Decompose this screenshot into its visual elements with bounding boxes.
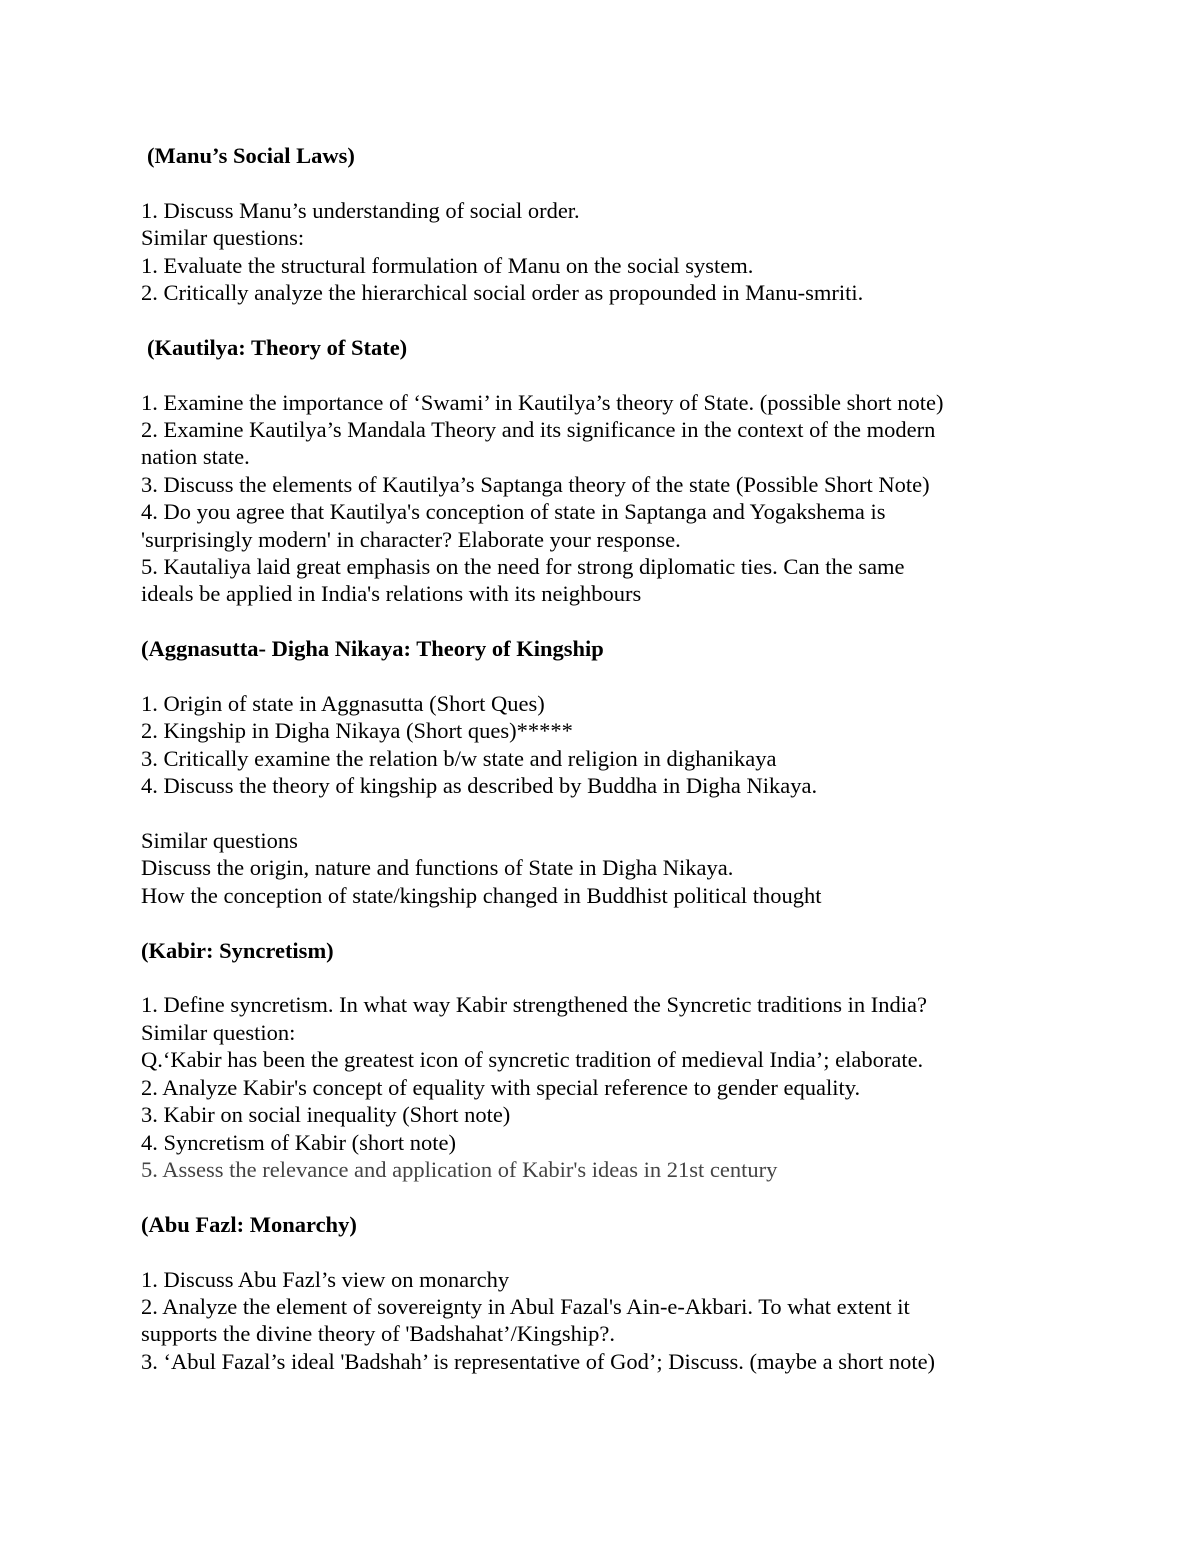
section-abu-fazl	[141, 1211, 1081, 1375]
question-line: 5. Kautaliya laid great emphasis on the need for strong diplomatic ties. Can the same	[141, 554, 905, 580]
section-kabir	[141, 937, 1081, 1184]
question-line: 3. ‘Abul Fazal’s ideal 'Badshah’ is representative of God’; Discuss. (maybe a short note)	[141, 1348, 936, 1374]
question-line: 2. Kingship in Digha Nikaya (Short ques)*****	[141, 718, 573, 744]
question-line: Discuss the origin, nature and functions of State in Digha Nikaya.	[141, 855, 734, 881]
document-body	[141, 142, 1081, 1375]
question-line: 1. Define syncretism. In what way Kabir strengthened the Syncretic traditions in India?	[141, 992, 928, 1018]
question-line: How the conception of state/kingship changed in Buddhist political thought	[141, 882, 822, 908]
section-aggnasutta	[141, 635, 1081, 909]
question-line: supports the divine theory of 'Badshahat’/Kingship?.	[141, 1321, 615, 1347]
similar-questions-label: Similar questions	[141, 828, 298, 854]
question-line: 5. Assess the relevance and application of Kabir's ideas in 21st century	[141, 1156, 778, 1182]
question-line: 4. Syncretism of Kabir (short note)	[141, 1129, 456, 1155]
question-line: 1. Origin of state in Aggnasutta (Short Ques)	[141, 691, 545, 717]
spacer	[141, 169, 1081, 196]
question-line: 1. Evaluate the structural formulation of Manu on the social system.	[141, 252, 754, 278]
section-heading: (Abu Fazl: Monarchy)	[141, 1211, 357, 1237]
question-line: Similar question:	[141, 1019, 296, 1045]
question-line: 1. Discuss Manu’s understanding of social order.	[141, 197, 580, 223]
question-line: nation state.	[141, 444, 250, 470]
section-heading: (Kautilya: Theory of State)	[147, 334, 408, 360]
spacer	[141, 608, 1081, 635]
spacer	[141, 909, 1081, 936]
question-line: ideals be applied in India's relations with its neighbours	[141, 581, 642, 607]
section-kautilya	[141, 334, 1081, 608]
question-line: 3. Kabir on social inequality (Short note)	[141, 1102, 511, 1128]
section-heading: (Aggnasutta- Digha Nikaya: Theory of Kingship	[141, 636, 604, 662]
question-line: Similar questions:	[141, 225, 305, 251]
question-line: Q.‘Kabir has been the greatest icon of syncretic tradition of medieval India’; elaborate.	[141, 1047, 924, 1073]
question-line: 1. Discuss Abu Fazl’s view on monarchy	[141, 1266, 510, 1292]
question-line: 2. Analyze Kabir's concept of equality with special reference to gender equality.	[141, 1074, 861, 1100]
spacer	[141, 1183, 1081, 1210]
spacer	[141, 800, 1081, 827]
question-line: 2. Analyze the element of sovereignty in Abul Fazal's Ain-e-Akbari. To what extent it	[141, 1293, 910, 1319]
question-line: 3. Critically examine the relation b/w state and religion in dighanikaya	[141, 745, 777, 771]
spacer	[141, 964, 1081, 991]
question-line: 4. Discuss the theory of kingship as described by Buddha in Digha Nikaya.	[141, 773, 818, 799]
question-line: 'surprisingly modern' in character? Elaborate your response.	[141, 526, 681, 552]
question-line: 2. Examine Kautilya’s Mandala Theory and its significance in the context of the modern	[141, 417, 936, 443]
section-heading: (Manu’s Social Laws)	[147, 143, 355, 168]
section-manu	[141, 142, 1081, 306]
spacer	[141, 361, 1081, 388]
spacer	[141, 663, 1081, 690]
section-heading: (Kabir: Syncretism)	[141, 937, 334, 963]
question-line: 1. Examine the importance of ‘Swami’ in Kautilya’s theory of State. (possible short note)	[141, 389, 944, 415]
question-line: 3. Discuss the elements of Kautilya’s Saptanga theory of the state (Possible Short Note)	[141, 471, 930, 497]
question-line: 4. Do you agree that Kautilya's conception of state in Saptanga and Yogakshema is	[141, 499, 886, 525]
question-line: 2. Critically analyze the hierarchical social order as propounded in Manu-smriti.	[141, 280, 864, 306]
spacer	[141, 1238, 1081, 1265]
spacer	[141, 306, 1081, 333]
